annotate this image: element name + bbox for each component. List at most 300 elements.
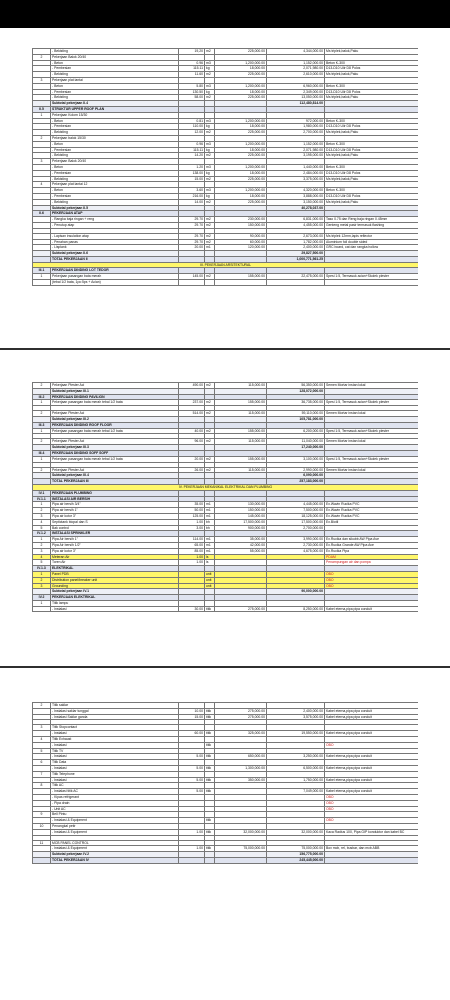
cell-vol: 216.00 bbox=[179, 193, 205, 199]
cell-jml: 1,152,000.00 bbox=[267, 60, 325, 66]
cell-jml: 1,000,771,561.25 bbox=[267, 256, 325, 262]
cell-sat: titik bbox=[205, 714, 215, 720]
cell-jml: 2,673,000.00 bbox=[267, 233, 325, 239]
cell-desc: - Beton bbox=[51, 60, 179, 66]
cell-no: III.1 bbox=[33, 268, 51, 274]
cell-sat: titik bbox=[205, 731, 215, 737]
cell-desc: - Instalasi titik AC bbox=[51, 789, 179, 795]
cell-desc: Subtotal pekerjaan III.3 bbox=[51, 445, 179, 451]
cell-desc: - Unit AC bbox=[51, 806, 179, 812]
cell-vol: 5.80 bbox=[179, 83, 205, 89]
cell-no: 1 bbox=[33, 274, 51, 280]
cell-ket: Taso 0.75 dan Reng baja ringan 0.45mm bbox=[325, 217, 419, 223]
cell-desc: Subtotal pekerjaan IV.2 bbox=[51, 852, 179, 858]
cell-vol: 138.00 bbox=[179, 170, 205, 176]
cell-har: 115,000.00 bbox=[215, 411, 267, 417]
cell-har: 18,000.00 bbox=[215, 124, 267, 130]
cell-sat: kg bbox=[205, 193, 215, 199]
cell-no: 2 bbox=[33, 703, 51, 709]
cell-sat: kg bbox=[205, 89, 215, 95]
cell-sat: kg bbox=[205, 170, 215, 176]
cell-vol: 490.00 bbox=[179, 383, 205, 389]
cell-desc: Pekerjaan Kolom 15/30 bbox=[51, 112, 179, 118]
cell-jml: 7,049,000.00 bbox=[267, 789, 325, 795]
table-row bbox=[33, 280, 419, 286]
cell-desc: TOTAL PEKERJAAN II bbox=[51, 256, 179, 262]
spreadsheet-page-2[interactable] bbox=[32, 382, 418, 652]
cell-jml: 4,675,000.00 bbox=[267, 548, 325, 554]
cell-vol: 11.60 bbox=[179, 72, 205, 78]
cell-ket: GRC board, cat dan rangka hollow bbox=[325, 245, 419, 251]
cell-desc: - Pembesian bbox=[51, 170, 179, 176]
cell-jml: 11,040,000.00 bbox=[267, 439, 325, 445]
cell-no: II.6 bbox=[33, 211, 51, 217]
cell-har: 230,000.00 bbox=[215, 217, 267, 223]
cell-sat: titik bbox=[205, 829, 215, 835]
cell-desc: - Instalasi bbox=[51, 765, 179, 771]
rab-table-page-3 bbox=[32, 702, 418, 864]
cell-sat: m3 bbox=[205, 118, 215, 124]
cell-har: 17,500,000.00 bbox=[215, 519, 267, 525]
cell-ket: Semen Mortar instan lokal bbox=[325, 411, 419, 417]
cell-ket: Kabel eterna,pipa pipa conduit bbox=[325, 777, 419, 783]
cell-ket: Beton K-300 bbox=[325, 164, 419, 170]
cell-desc: Pekerjaan Plester Aci bbox=[51, 383, 179, 389]
cell-vol: 0.96 bbox=[179, 141, 205, 147]
cell-no: III.4 bbox=[33, 450, 51, 456]
cell-har: 275,000.00 bbox=[215, 708, 267, 714]
cell-desc: Pekerjaan Plester Aci bbox=[51, 439, 179, 445]
cell-vol bbox=[179, 857, 205, 863]
cell-sat: m3 bbox=[205, 188, 215, 194]
cell-no: 2 bbox=[33, 135, 51, 141]
cell-desc: - Lisplank bbox=[51, 245, 179, 251]
cell-har: 275,000.00 bbox=[215, 714, 267, 720]
cell-desc: - Beton bbox=[51, 188, 179, 194]
cell-sat: titik bbox=[205, 846, 215, 852]
cell-desc: - Instalasi & Equipment bbox=[51, 829, 179, 835]
cell-ket bbox=[325, 857, 419, 863]
cell-sat: bh bbox=[205, 519, 215, 525]
cell-har: 155,000.00 bbox=[215, 400, 267, 406]
cell-ket: Ex.Wavin Rucika PVC bbox=[325, 513, 419, 519]
cell-no: 5 bbox=[33, 748, 51, 754]
rab-table-page-1 bbox=[32, 48, 418, 286]
cell-no bbox=[33, 606, 51, 612]
cell-desc: - Rangka baja ringan + reng bbox=[51, 217, 179, 223]
cell-ket: Beton K-300 bbox=[325, 83, 419, 89]
cell-har: 150,000.00 bbox=[215, 222, 267, 228]
cell-desc: - Pembesian bbox=[51, 193, 179, 199]
cell-sat: m3 bbox=[205, 83, 215, 89]
cell-desc: Pekerjaan Balok 20/40 bbox=[51, 54, 179, 60]
cell-har: 18,000.00 bbox=[215, 147, 267, 153]
cell-sat: m2 bbox=[205, 176, 215, 182]
page-separator bbox=[0, 348, 450, 350]
cell-desc: TOTAL PEKERJAAN III bbox=[51, 479, 179, 485]
cell-jml: 6,500,000.00 bbox=[267, 765, 325, 771]
cell-no: 2 bbox=[33, 54, 51, 60]
cell-desc: Septictank biopal dan S bbox=[51, 519, 179, 525]
page-separator bbox=[0, 666, 450, 668]
cell-desc: Subtotal pekerjaan II.5 bbox=[51, 205, 179, 211]
cell-no: 4 bbox=[33, 736, 51, 742]
cell-desc: Pekerjaan Balok 20/40 bbox=[51, 159, 179, 165]
cell-har: 18,000.00 bbox=[215, 193, 267, 199]
cell-desc: - Bekisting bbox=[51, 130, 179, 136]
cell-desc: Pipa air bersih 3/4" bbox=[51, 502, 179, 508]
cell-desc: Pekerjaan pasangan bata merah tebal 1/2 bata bbox=[51, 400, 179, 406]
cell-sat: m2 bbox=[205, 428, 215, 434]
cell-desc: Pekerjaan balok 15/30 bbox=[51, 135, 179, 141]
cell-ket: Penampungan air dan pompa bbox=[325, 560, 419, 566]
cell-vol: 0.81 bbox=[179, 118, 205, 124]
cell-jml: 40,278,037.00 bbox=[267, 205, 325, 211]
spreadsheet-page-3[interactable] bbox=[32, 702, 418, 938]
cell-desc: - Bekisting bbox=[51, 49, 179, 55]
cell-desc: Pekerjaan plat lantai 12 bbox=[51, 182, 179, 188]
cell-jml: 4,320,000.00 bbox=[267, 188, 325, 194]
cell-jml: 17,240,000.00 bbox=[267, 445, 325, 451]
cell-vol: 110.00 bbox=[179, 124, 205, 130]
cell-jml: 257,183,000.00 bbox=[267, 479, 325, 485]
cell-ket: OBO bbox=[325, 577, 419, 583]
cell-no: 2 bbox=[33, 508, 51, 514]
cell-jml: 105,781,000.00 bbox=[267, 416, 325, 422]
cell-ket: D13-D10 Ulir D8 Polos bbox=[325, 147, 419, 153]
cell-har: 155,000.00 bbox=[215, 274, 267, 280]
cell-sat: m1 bbox=[205, 508, 215, 514]
cell-jml: 4,455,000.00 bbox=[267, 222, 325, 228]
cell-sat: kg bbox=[205, 66, 215, 72]
cell-har: 900,000.00 bbox=[215, 525, 267, 531]
cell-ket: Kabel eterna,pipa pipa conduit bbox=[325, 731, 419, 737]
cell-jml: 2,400,000.00 bbox=[267, 245, 325, 251]
cell-desc: PEKERJAAN ATAP bbox=[51, 211, 179, 217]
cell-sat: m1 bbox=[205, 548, 215, 554]
cell-desc: Subtotal pekerjaan III.1 bbox=[51, 388, 179, 394]
cell-ket: PDAM bbox=[325, 554, 419, 560]
cell-sat: m2 bbox=[205, 383, 215, 389]
cell-ket: Beton K-300 bbox=[325, 141, 419, 147]
cell-vol: 5.00 bbox=[179, 754, 205, 760]
cell-ket: Ms triplek,balok,Paku bbox=[325, 72, 419, 78]
cell-har: 130,000.00 bbox=[215, 502, 267, 508]
cell-ket: D13-D10 Ulir D8 Polos bbox=[325, 170, 419, 176]
cell-desc: PEKERJAAN DINDING PAVILION bbox=[51, 394, 179, 400]
cell-ket: Ex.Biotil bbox=[325, 519, 419, 525]
cell-desc: - Bekisting bbox=[51, 153, 179, 159]
cell-desc: Pipa air kotor 3" bbox=[51, 513, 179, 519]
cell-jml: 2,700,000.00 bbox=[267, 130, 325, 136]
cell-desc: Pekerjaan pasangan bata merah tebal 1/2 bata bbox=[51, 456, 179, 462]
table-row bbox=[33, 606, 419, 612]
cell-desc: - Bekisting bbox=[51, 72, 179, 78]
cell-no bbox=[33, 280, 51, 286]
cell-har: 32,000,000.00 bbox=[215, 829, 267, 835]
cell-desc: Bell Pintu bbox=[51, 812, 179, 818]
cell-ket bbox=[325, 280, 419, 286]
cell-no: 5 bbox=[33, 560, 51, 566]
cell-jml: 1,980,000.00 bbox=[267, 124, 325, 130]
cell-jml: 8,250,000.00 bbox=[267, 606, 325, 612]
cell-vol: 29.70 bbox=[179, 239, 205, 245]
cell-har: 115,000.00 bbox=[215, 439, 267, 445]
cell-jml: 19,550,000.00 bbox=[267, 731, 325, 737]
cell-desc: Titik Data bbox=[51, 760, 179, 766]
cell-desc: Penangkal petir bbox=[51, 823, 179, 829]
cell-no: 1 bbox=[33, 112, 51, 118]
cell-vol: 20.00 bbox=[179, 456, 205, 462]
cell-har: 75,000,000.00 bbox=[215, 846, 267, 852]
cell-ket: Box mcb, rel, busbar, dan mcb ABB bbox=[325, 846, 419, 852]
cell-ket: Ms triplek,balok,Paku bbox=[325, 95, 419, 101]
cell-har: 1,300,000.00 bbox=[215, 765, 267, 771]
cell-desc: Titik AC bbox=[51, 783, 179, 789]
cell-desc: - Pembesian bbox=[51, 147, 179, 153]
cell-ket: OBO bbox=[325, 742, 419, 748]
cell-jml: 128,072,000.00 bbox=[267, 388, 325, 394]
cell-desc: - Pembesian bbox=[51, 89, 179, 95]
cell-desc: Grounding bbox=[51, 583, 179, 589]
cell-vol: 14.00 bbox=[179, 199, 205, 205]
total-row bbox=[33, 857, 419, 863]
cell-desc: - Instalasi bbox=[51, 754, 179, 760]
cell-no: 1 bbox=[33, 600, 51, 606]
cell-jml: 2,400,000.00 bbox=[267, 708, 325, 714]
cell-sat: m2 bbox=[205, 199, 215, 205]
cell-no: 1 bbox=[33, 400, 51, 406]
cell-desc: Meteran Air bbox=[51, 554, 179, 560]
cell-har: 325,000.00 bbox=[215, 731, 267, 737]
cell-desc: Toren Air bbox=[51, 560, 179, 566]
cell-har: 225,000.00 bbox=[215, 176, 267, 182]
cell-sat: m3 bbox=[205, 60, 215, 66]
cell-har: 18,000.00 bbox=[215, 89, 267, 95]
cell-vol: 3.00 bbox=[179, 525, 205, 531]
cell-no: 2 bbox=[33, 542, 51, 548]
cell-vol: 5.00 bbox=[179, 777, 205, 783]
cell-no: IV.1 bbox=[33, 490, 51, 496]
cell-ket: Spesi 1:5, Termasuk acian+Skolek plester bbox=[325, 274, 419, 280]
cell-ket: Semen Mortar instan lokal bbox=[325, 467, 419, 473]
cell-vol: 3.60 bbox=[179, 188, 205, 194]
cell-ket: OBO bbox=[325, 800, 419, 806]
cell-jml bbox=[267, 280, 325, 286]
cell-vol: 19,20 bbox=[179, 49, 205, 55]
cell-jml: 90,000,000.00 bbox=[267, 589, 325, 595]
cell-desc: Pekerjaan pasangan bata merah bbox=[51, 274, 179, 280]
cell-har: 42,000.00 bbox=[215, 542, 267, 548]
cell-har: 225,000.00 bbox=[215, 49, 267, 55]
cell-sat: m2 bbox=[205, 217, 215, 223]
spreadsheet-page-1[interactable] bbox=[32, 48, 418, 338]
cell-no: IV.1.3 bbox=[33, 566, 51, 572]
cell-desc: Pipa air kotor 3" bbox=[51, 548, 179, 554]
cell-desc: INSTALASI SPRINKLER bbox=[51, 531, 179, 537]
cell-har: 18,000.00 bbox=[215, 170, 267, 176]
cell-no: 2 bbox=[33, 577, 51, 583]
cell-vol: 1.00 bbox=[179, 554, 205, 560]
cell-sat: kg bbox=[205, 124, 215, 130]
cell-jml: 4,445,000.00 bbox=[267, 502, 325, 508]
cell-har: 150,000.00 bbox=[215, 508, 267, 514]
cell-no: IV.2 bbox=[33, 595, 51, 601]
cell-har: 350,000.00 bbox=[215, 777, 267, 783]
cell-desc: Pekerjaan Plester Aci bbox=[51, 467, 179, 473]
cell-vol: 14.20 bbox=[179, 153, 205, 159]
cell-vol: 26.00 bbox=[179, 467, 205, 473]
cell-sat: m2 bbox=[205, 239, 215, 245]
cell-vol: 1.00 bbox=[179, 846, 205, 852]
cell-no: 9 bbox=[33, 812, 51, 818]
cell-no: 11 bbox=[33, 840, 51, 846]
cell-jml: 245,445,000.00 bbox=[267, 857, 325, 863]
cell-sat: bh bbox=[205, 525, 215, 531]
cell-no: 3 bbox=[33, 513, 51, 519]
cell-har: 1,200,000.00 bbox=[215, 188, 267, 194]
cell-no: 6 bbox=[33, 760, 51, 766]
cell-vol: 15.00 bbox=[179, 714, 205, 720]
cell-no: 1 bbox=[33, 571, 51, 577]
cell-desc: Pekerjaan pasangan bata merah tebal 1/2 bata bbox=[51, 428, 179, 434]
cell-desc: - Instalasi bbox=[51, 606, 179, 612]
cell-jml: 1,152,000.00 bbox=[267, 141, 325, 147]
cell-no: III.3 bbox=[33, 422, 51, 428]
cell-ket: Spesi 1:5, Termasuk acian+Skolek plester bbox=[325, 456, 419, 462]
cell-no: 4 bbox=[33, 519, 51, 525]
cell-desc: - Beton bbox=[51, 83, 179, 89]
cell-vol: 58.00 bbox=[179, 95, 205, 101]
cell-desc: - Instalasi Saklar ganda bbox=[51, 714, 179, 720]
cell-ket: Genteng metal pasir termasuk flashing bbox=[325, 222, 419, 228]
cell-vol bbox=[179, 280, 205, 286]
cell-sat: m2 bbox=[205, 233, 215, 239]
cell-jml: 3,100,000.00 bbox=[267, 456, 325, 462]
cell-jml: 18,125,000.00 bbox=[267, 513, 325, 519]
cell-vol: 114.00 bbox=[179, 537, 205, 543]
rab-table-page-2 bbox=[32, 382, 418, 612]
cell-vol: 1.00 bbox=[179, 560, 205, 566]
cell-desc: MCB PANEL CONTROL bbox=[51, 840, 179, 846]
cell-vol: 514.00 bbox=[179, 411, 205, 417]
cell-no: II.5 bbox=[33, 106, 51, 112]
cell-no: 1 bbox=[33, 537, 51, 543]
cell-jml: 3,150,000.00 bbox=[267, 199, 325, 205]
cell-desc: - Lapisan insulation atap bbox=[51, 233, 179, 239]
cell-sat: m2 bbox=[205, 467, 215, 473]
cell-ket: OBO bbox=[325, 571, 419, 577]
cell-desc: PEKERJAAN ELEKTRIKAL bbox=[51, 595, 179, 601]
cell-har: 145,000.00 bbox=[215, 513, 267, 519]
cell-sat: kg bbox=[205, 147, 215, 153]
cell-sat: m2 bbox=[205, 400, 215, 406]
cell-ket: Kabel eterna,pipa pipa conduit bbox=[325, 754, 419, 760]
cell-vol: 5.00 bbox=[179, 789, 205, 795]
cell-jml: 6,200,000.00 bbox=[267, 428, 325, 434]
cell-jml: 112,480,814.00 bbox=[267, 101, 325, 107]
cell-desc: - Instalasi bbox=[51, 777, 179, 783]
cell-ket: OBO bbox=[325, 806, 419, 812]
cell-har: 60,000.00 bbox=[215, 239, 267, 245]
cell-desc: - Instalasi saklar tunggal bbox=[51, 708, 179, 714]
cell-jml: 3,990,000.00 bbox=[267, 537, 325, 543]
cell-ket: Beton K-300 bbox=[325, 188, 419, 194]
cell-ket: D13-D10 Ulir D8 Polos bbox=[325, 193, 419, 199]
cell-jml: 972,000.00 bbox=[267, 118, 325, 124]
cell-ket: D13-D10 Ulir D8 Polos bbox=[325, 66, 419, 72]
cell-har: 1,200,000.00 bbox=[215, 164, 267, 170]
cell-sat: unit bbox=[205, 571, 215, 577]
cell-sat: m3 bbox=[205, 164, 215, 170]
cell-ket: Ms triplek,balok,Paku bbox=[325, 49, 419, 55]
cell-har: 155,000.00 bbox=[215, 428, 267, 434]
cell-ket: Ex.Rucika Grande AW Pipa Ave bbox=[325, 542, 419, 548]
cell-desc: - Penutup atap bbox=[51, 222, 179, 228]
cell-har: 155,000.00 bbox=[215, 456, 267, 462]
cell-sat: m1 bbox=[205, 245, 215, 251]
cell-ket: Ms triplek,balok,Paku bbox=[325, 176, 419, 182]
cell-ket: OBO bbox=[325, 818, 419, 824]
cell-ket: Ms triplek 12mm,lapis reflector bbox=[325, 233, 419, 239]
cell-no: 7 bbox=[33, 771, 51, 777]
cell-no: 8 bbox=[33, 783, 51, 789]
cell-har: 115,000.00 bbox=[215, 383, 267, 389]
cell-jml: 32,000,000.00 bbox=[267, 829, 325, 835]
cell-sat: m1 bbox=[205, 542, 215, 548]
cell-ket: D13-D10 Ulir D8 Polos bbox=[325, 89, 419, 95]
cell-sat: ls bbox=[205, 560, 215, 566]
cell-desc: TOTAL PEKERJAAN IV bbox=[51, 857, 179, 863]
cell-ket: OBO bbox=[325, 794, 419, 800]
cell-jml: 3,575,000.00 bbox=[267, 714, 325, 720]
cell-jml: 17,500,000.00 bbox=[267, 519, 325, 525]
cell-desc: - Pipa drain bbox=[51, 800, 179, 806]
cell-sat: m2 bbox=[205, 72, 215, 78]
cell-vol: 50.00 bbox=[179, 508, 205, 514]
cell-desc: Bak control bbox=[51, 525, 179, 531]
cell-sat bbox=[205, 857, 215, 863]
cell-no: 3 bbox=[33, 159, 51, 165]
cell-ket: Ms triplek,balok,Paku bbox=[325, 130, 419, 136]
cell-jml: 3,375,000.00 bbox=[267, 176, 325, 182]
cell-har: 225,000.00 bbox=[215, 199, 267, 205]
cell-desc: Subtotal pekerjaan II.4 bbox=[51, 101, 179, 107]
cell-har bbox=[215, 857, 267, 863]
cell-jml: 4,344,000.00 bbox=[267, 49, 325, 55]
cell-sat: m2 bbox=[205, 411, 215, 417]
cell-sat: m2 bbox=[205, 153, 215, 159]
cell-no: 4 bbox=[33, 182, 51, 188]
cell-vol: 237.00 bbox=[179, 400, 205, 406]
cell-jml: 22,475,000.00 bbox=[267, 274, 325, 280]
cell-sat: titik bbox=[205, 606, 215, 612]
cell-sat: m2 bbox=[205, 130, 215, 136]
cell-no: 3 bbox=[33, 548, 51, 554]
cell-vol: 130.50 bbox=[179, 89, 205, 95]
cell-sat: unit bbox=[205, 577, 215, 583]
cell-desc: Subtotal pekerjaan III.4 bbox=[51, 473, 179, 479]
cell-desc: - Instalasi & Equipment bbox=[51, 818, 179, 824]
cell-desc: - Kipas refrigerant bbox=[51, 794, 179, 800]
cell-desc: PEKERJAAN DINDING SOFF SOFF bbox=[51, 450, 179, 456]
cell-jml: 1,440,000.00 bbox=[267, 164, 325, 170]
cell-jml: 7,500,000.00 bbox=[267, 508, 325, 514]
cell-vol: 10.00 bbox=[179, 708, 205, 714]
cell-har: 225,000.00 bbox=[215, 72, 267, 78]
cell-jml: 75,000,000.00 bbox=[267, 846, 325, 852]
cell-har: 275,000.00 bbox=[215, 606, 267, 612]
